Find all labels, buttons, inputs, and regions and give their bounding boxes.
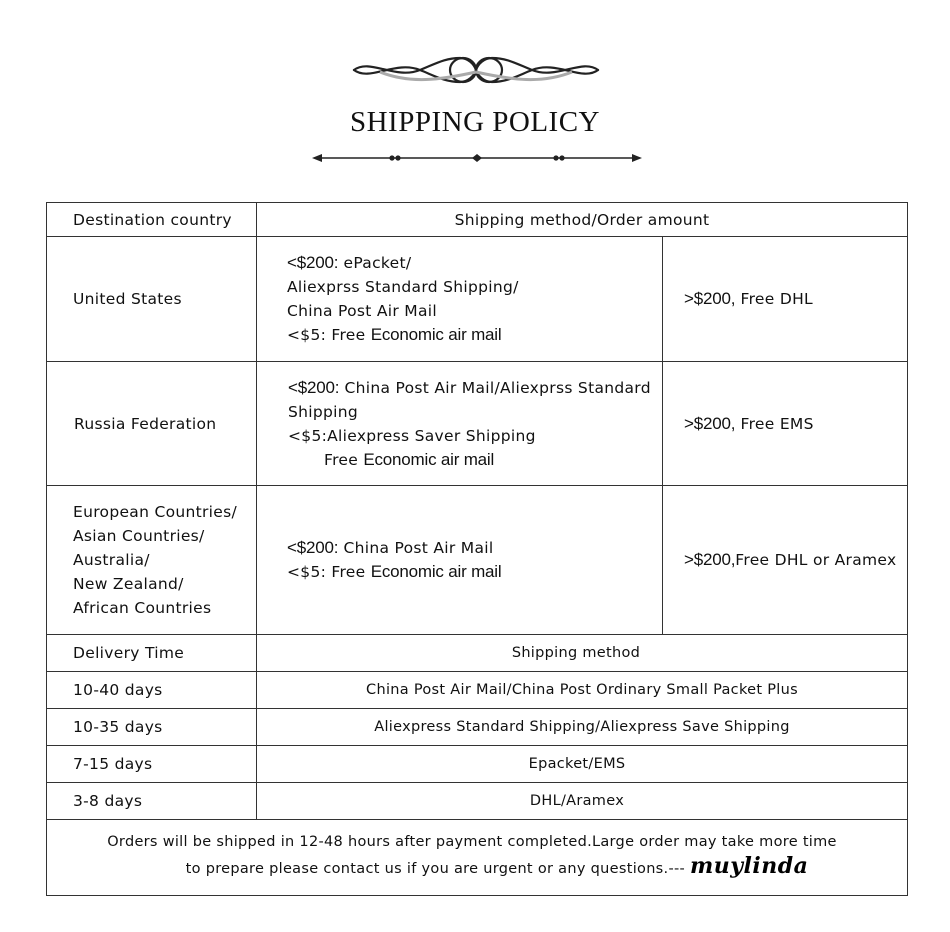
country-cell [73,486,256,634]
flourish-ornament-icon [350,50,602,90]
arrow-divider-icon [310,149,644,167]
country-line: New Zealand/ [73,575,184,593]
method-line: >$200,Free DHL or Aramex [684,550,897,569]
delivery-time: 3-8 days [73,792,143,810]
delivery-method: Epacket/EMS [528,756,626,772]
header-destination: Destination country [73,210,232,229]
method-line: <$200: China Post Air Mail [287,538,494,557]
low-amount-cell [287,237,661,361]
brand-signature: muylinda [689,853,809,879]
method-line: >$200, Free DHL [684,289,813,308]
country-cell [73,237,256,361]
delivery-method: DHL/Aramex [529,793,625,809]
method-line: Free Economic air mail [324,449,495,469]
method-line: >$200, Free EMS [684,413,814,433]
header-shipping-method: Shipping method/Order amount [454,210,710,229]
delivery-method: Aliexpress Standard Shipping/Aliexpress Save Shipping [374,719,790,735]
footer-line-2: to prepare please contact us if you are urgent or any questions.--- muylinda [185,853,809,879]
low-amount-cell [288,362,661,485]
country-cell [74,362,256,485]
high-amount-cell [684,362,906,485]
delivery-method-header: Shipping method [511,645,641,661]
delivery-time: 7-15 days [73,755,153,773]
delivery-time-header: Delivery Time [73,644,185,662]
delivery-method: China Post Air Mail/China Post Ordinary Small Packet Plus [366,682,798,698]
method-line: Shipping [288,402,359,421]
method-line: Aliexprss Standard Shipping/ [287,278,519,296]
page-title: SHIPPING POLICY [349,106,600,138]
method-line: <$5: Free Economic air mail [287,325,502,344]
country-line: Australia/ [73,551,150,569]
method-line: <$5:Aliexpress Saver Shipping [288,426,536,445]
footer-line-1: Orders will be shipped in 12-48 hours after payment completed.Large order may take more time [107,834,837,850]
footer-note [47,830,907,894]
country-line: African Countries [73,599,212,617]
country-line: Russia Federation [74,414,217,433]
method-line: <$200: ePacket/ [287,253,412,272]
delivery-time: 10-35 days [73,718,163,736]
high-amount-cell [684,486,906,634]
method-line: <$5: Free Economic air mail [287,562,502,581]
country-line: United States [73,290,182,308]
country-line: Asian Countries/ [73,527,205,545]
method-line: <$200: China Post Air Mail/Aliexprss Standard [288,377,651,397]
country-line: European Countries/ [73,503,237,521]
delivery-time: 10-40 days [73,681,163,699]
method-line: China Post Air Mail [287,302,437,320]
high-amount-cell [684,237,906,361]
low-amount-cell [287,486,661,634]
